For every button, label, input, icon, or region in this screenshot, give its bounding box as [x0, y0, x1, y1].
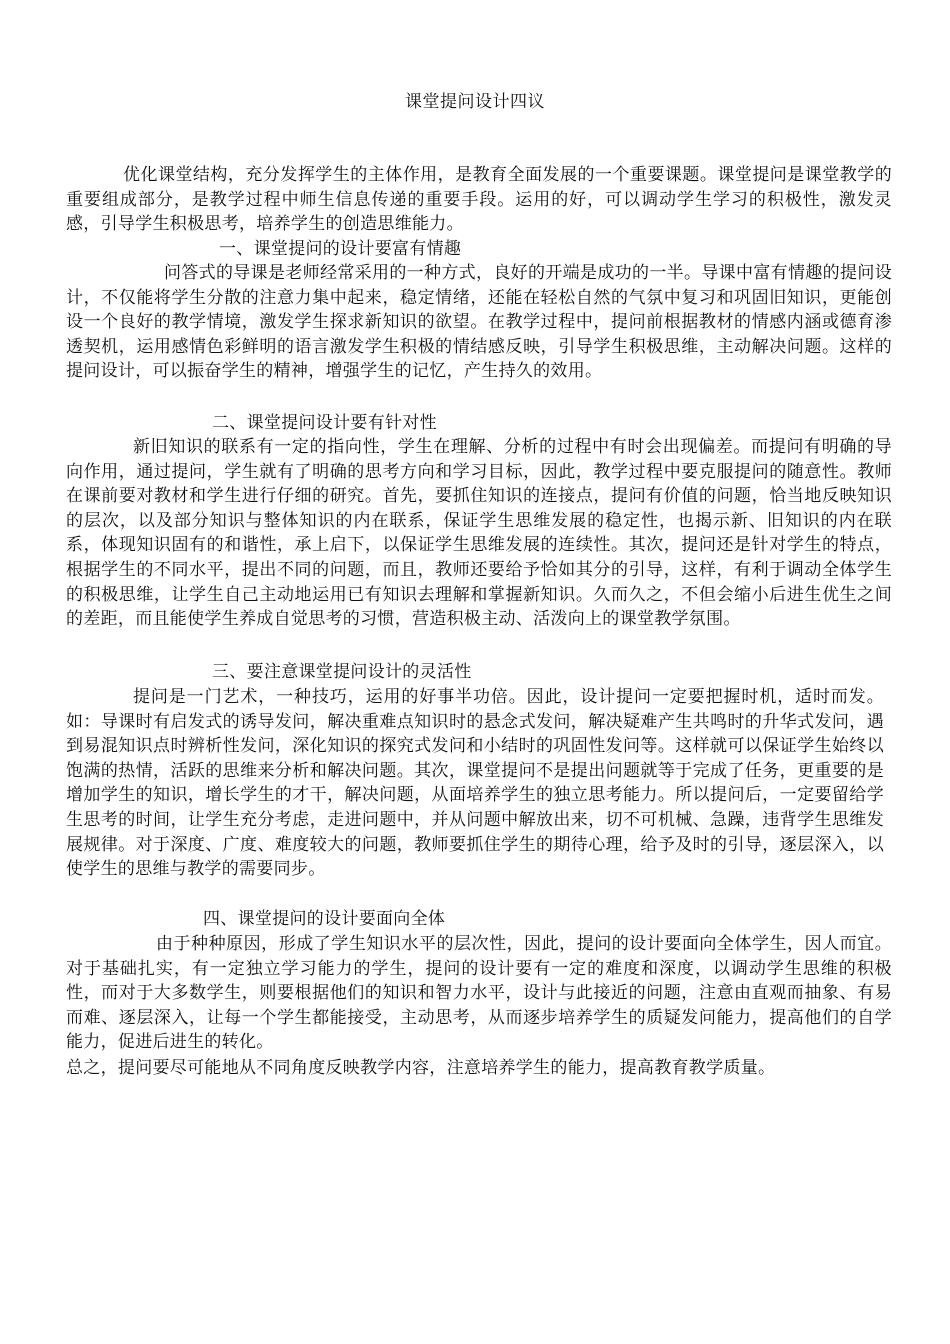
section-body-2: 新旧知识的联系有一定的指向性，学生在理解、分析的过程中有时会出现偏差。而提问有明确的导向作用，通过提问，学生就有了明确的思考方向和学习目标，因此，教学过程中要克服提问的随意性。教师在课前要对教材和学生进行仔细的研究。首先，要抓住知识的连接点，提问有价值的问题，恰当地反映知识的层次，以及部分知识与整体知识的内在联系，保证学生思维发展的稳定性，也揭示新、旧知识的内在联系，体现知识固有的和谐性，承上启下，以保证学生思维发展的连续性。其次，提问还是针对学生的特点，根据学生的不同水平，提出不同的问题，而且，教师还要给予恰如其分的引导，这样，有利于调动全体学生的积极思维，让学生自己主动地运用已有知识去理解和掌握新知识。久而久之，不但会缩小后进生优生之间的差距，而且能使学生养成自觉思考的习惯，营造积极主动、活泼向上的课堂教学氛围。 [66, 437, 892, 630]
section-body-4: 由于种种原因，形成了学生知识水平的层次性，因此，提问的设计要面向全体学生，因人而宜。对于基础扎实，有一定独立学习能力的学生，提问的设计要有一定的难度和深度，以调动学生思维的积极性，而对于大多数学生，则要根据他们的知识和智力水平，设计与此接近的问题，注意由直观而抽象、有易而难、逐层深入，让每一个学生都能接受，主动思考，从而逐步培养学生的质疑发问能力，提高他们的自学能力，促进后进生的转化。 [66, 934, 892, 1053]
section-heading-3: 三、要注意课堂提问设计的灵活性 [212, 662, 472, 682]
intro-paragraph: 优化课堂结构，充分发挥学生的主体作用，是教育全面发展的一个重要课题。课堂提问是课堂教学的重要组成部分，是教学过程中师生信息传递的重要手段。运用的好，可以调动学生学习的积极性，激发灵感，引导学生积极思考，培养学生的创造思维能力。 [66, 165, 892, 235]
section-heading-2: 二、课堂提问设计要有针对性 [212, 413, 437, 433]
section-heading-4: 四、课堂提问的设计要面向全体 [203, 909, 446, 929]
section-heading-1: 一、课堂提问的设计要富有情趣 [219, 239, 462, 259]
document-title: 课堂提问设计四议 [405, 92, 545, 112]
section-body-1: 问答式的导课是老师经常采用的一种方式，良好的开端是成功的一半。导课中富有情趣的提问设计，不仅能将学生分散的注意力集中起来，稳定情绪，还能在轻松自然的气氛中复习和巩固旧知识，更能创设一个良好的教学情境，激发学生探求新知识的欲望。在教学过程中，提问前根据教材的情感内涵或德育渗透契机，运用感情色彩鲜明的语言激发学生积极的情结感反映，引导学生积极思维，主动解决问题。这样的提问设计，可以振奋学生的精神，增强学生的记忆，产生持久的效用。 [66, 263, 892, 382]
conclusion-paragraph: 总之，提问要尽可能地从不同角度反映教学内容，注意培养学生的能力，提高教育教学质量。 [66, 1058, 776, 1078]
section-body-3: 提问是一门艺术，一种技巧，运用的好事半功倍。因此，设计提问一定要把握时机，适时而发。如：导课时有启发式的诱导发问，解决重难点知识时的悬念式发问，解决疑难产生共鸣时的升华式发问，遇到易混知识点时辨析性发问，深化知识的探究式发问和小结时的巩固性发问等。这样就可以保证学生始终以饱满的热情，活跃的思维来分析和解决问题。其次，课堂提问不是提出问题就等于完成了任务，更重要的是增加学生的知识，增长学生的才干，解决问题，从面培养学生的独立思考能力。所以提问后，一定要留给学生思考的时间，让学生充分考虑，走进问题中，并从问题中解放出来，切不可机械、急躁，违背学生思维发展规律。对于深度、广度、难度较大的问题，教师要抓住学生的期待心理，给予及时的引导，逐层深入，以使学生的思维与教学的需要同步。 [66, 687, 884, 880]
